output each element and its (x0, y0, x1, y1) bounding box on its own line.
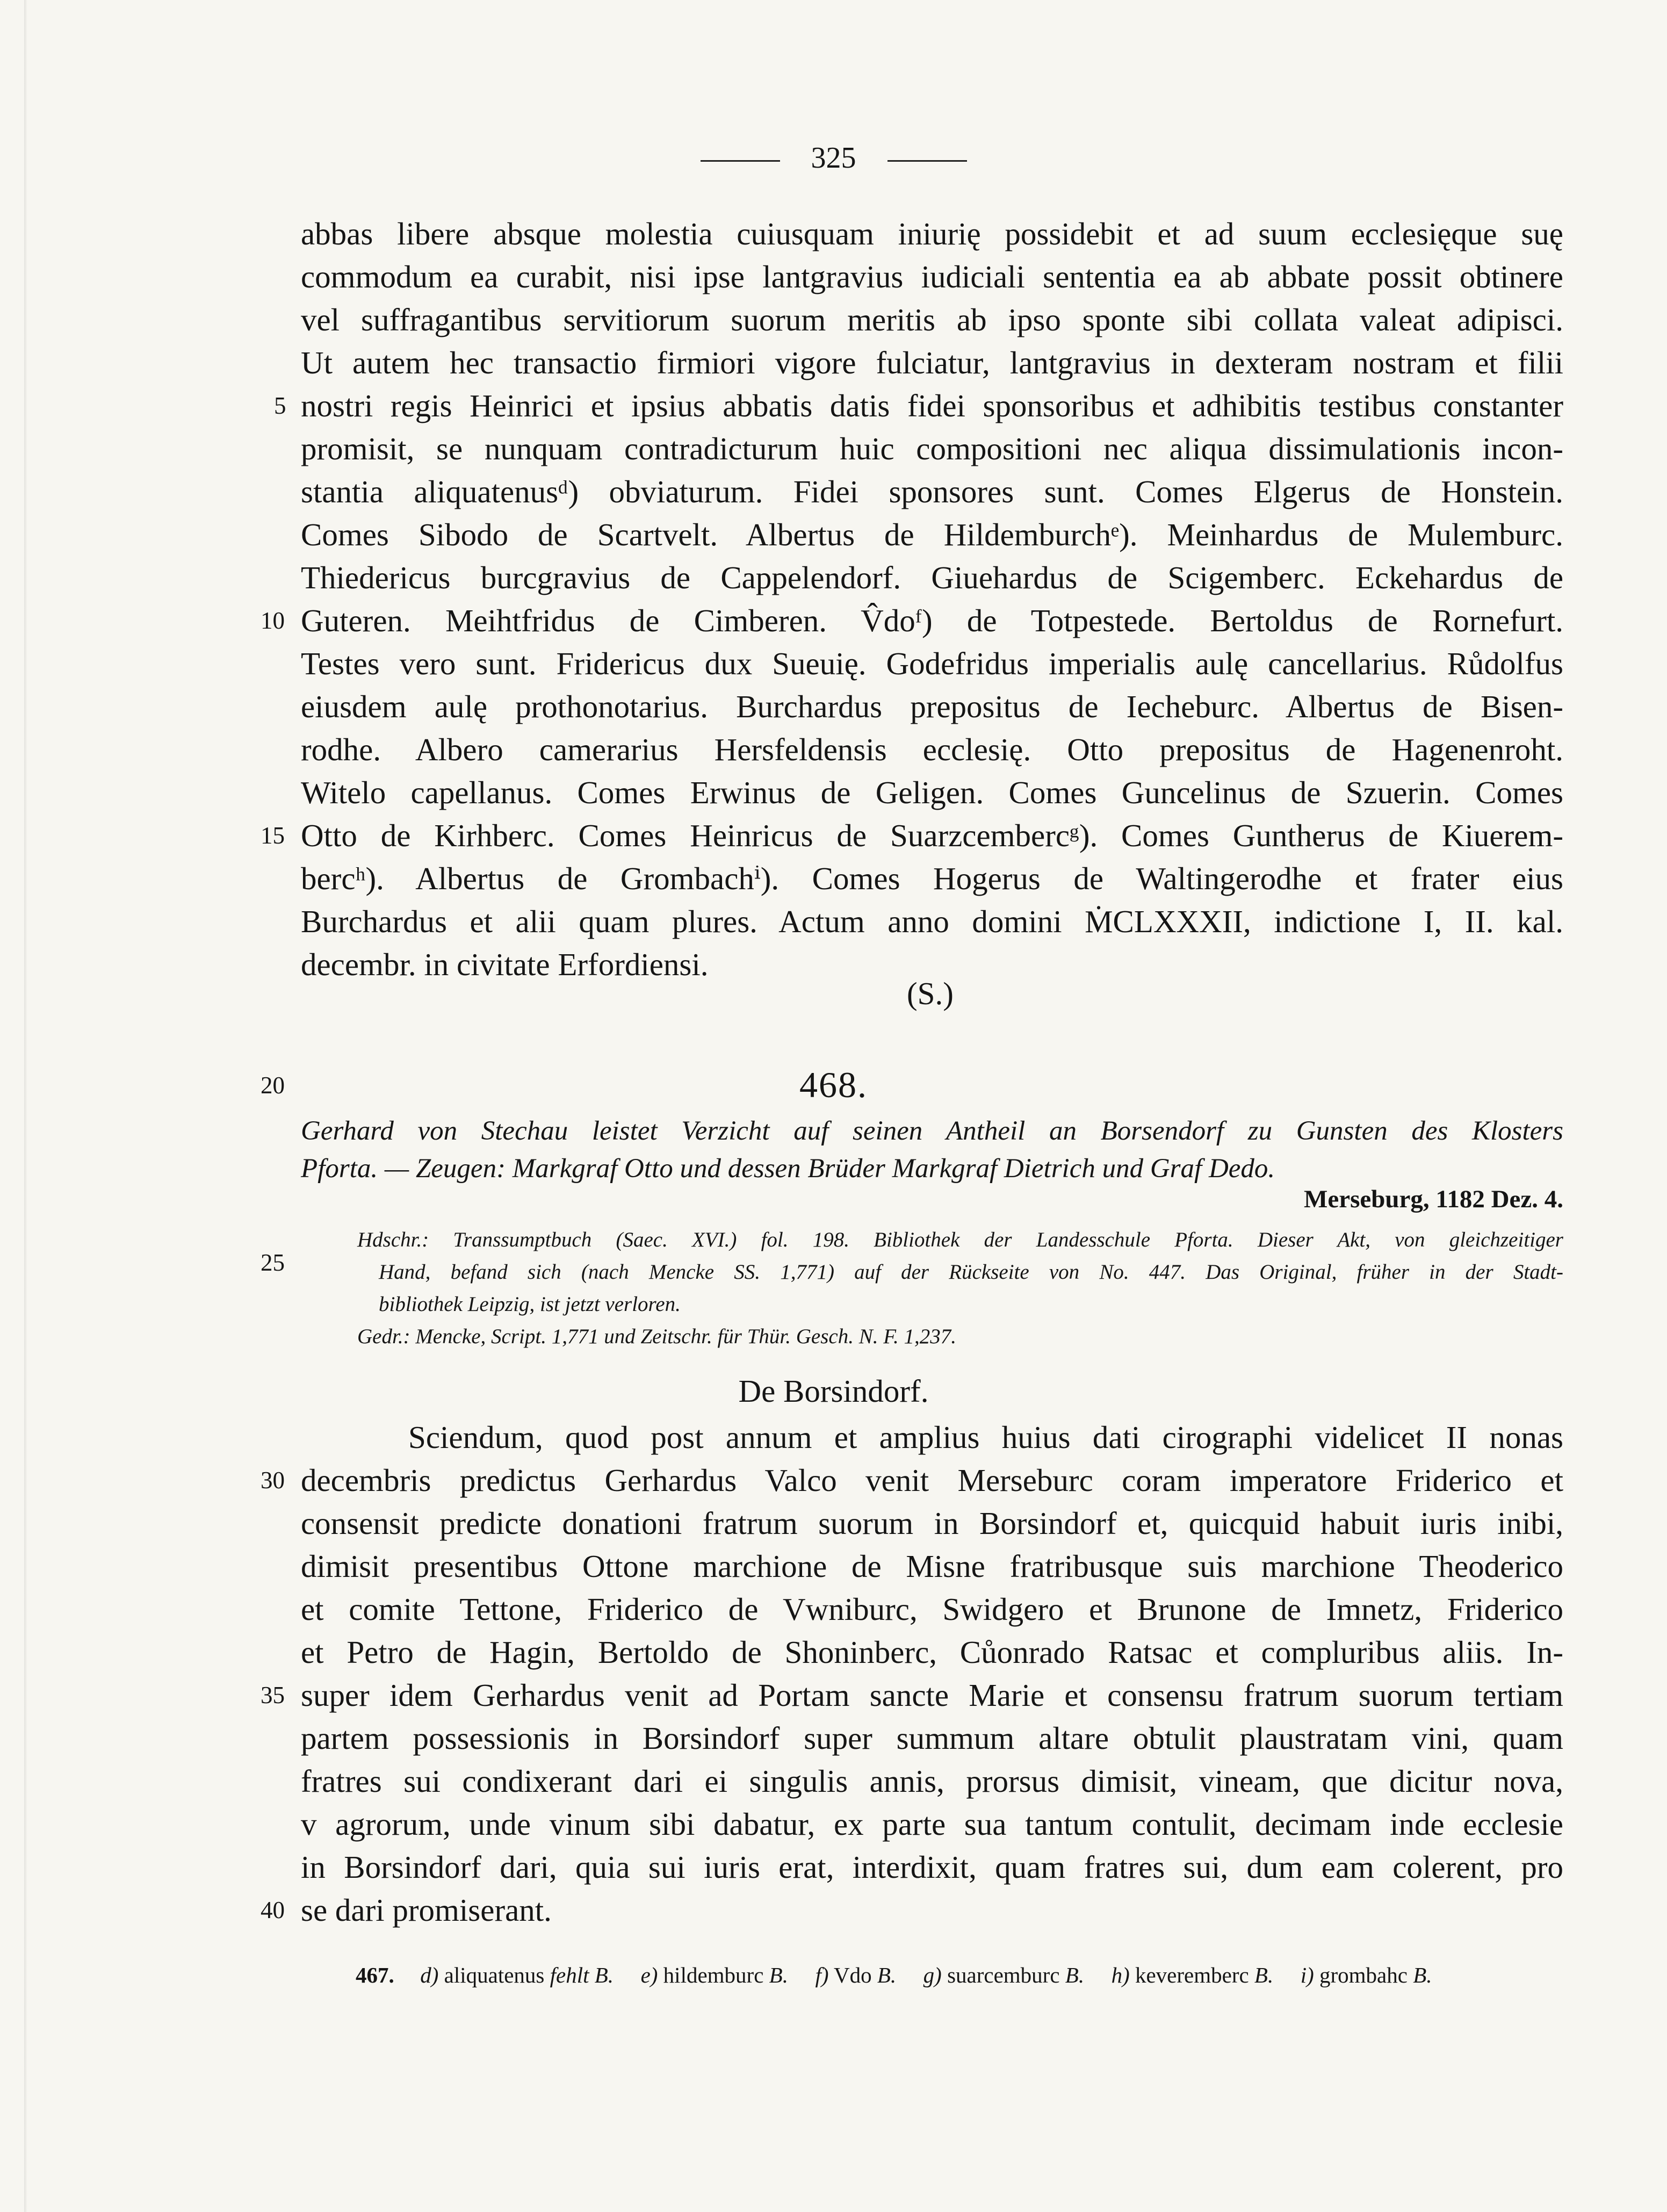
text-line: dimisit presentibus Ottone marchione de Misne fratribusque suis marchione Theoderico (301, 1548, 1563, 1584)
text-line: consensit predicte donationi fratrum suorum in Borsindorf et, quicquid habuit iuris inibi, (301, 1505, 1563, 1541)
line-number: 30 (261, 1467, 285, 1494)
line-number: 25 (261, 1249, 285, 1276)
body-line: Ut autem hec transactio firmiori vigore fulciatur, lantgravius in dexteram nostram et filii (301, 345, 1563, 380)
seal-mark: (S.) (907, 976, 954, 1011)
text-line: v agrorum, unde vinum sibi dabatur, ex parte sua tantum contulit, decimam inde ecclesie (301, 1806, 1563, 1842)
footnote-text: aliquatenus (444, 1963, 545, 1987)
text-line: decembris predictus Gerhardus Valco venit Merseburc coram imperatore Friderico et (301, 1462, 1563, 1498)
place-date-line: Merseburg, 1182 Dez. 4. (1304, 1185, 1563, 1213)
body-line: Guteren. Meihtfridus de Cimberen. V̂doᶠ) de Totpestede. Bertoldus de Rornefurt. (301, 603, 1563, 638)
footnote-text: Vdo (834, 1963, 872, 1987)
body-line: Otto de Kirhberc. Comes Heinricus de Suarzcembercᵍ). Comes Guntherus de Kiuerem- (301, 818, 1563, 853)
text-line: in Borsindorf dari, quia sui iuris erat, interdixit, quam fratres sui, dum eam colerent, pro (301, 1849, 1563, 1885)
body-line: rodhe. Albero camerarius Hersfeldensis ecclesię. Otto prepositus de Hagenenroht. (301, 732, 1563, 767)
body-line: Thiedericus burcgravius de Cappelendorf. Giuehardus de Scigemberc. Eckehardus de (301, 560, 1563, 595)
footnote-text: suarcemburc (947, 1963, 1060, 1987)
body-line: stantia aliquatenusᵈ) obviaturum. Fidei sponsores sunt. Comes Elgerus de Honstein. (301, 474, 1563, 509)
body-line: eiusdem aulę prothonotarius. Burchardus prepositus de Iecheburc. Albertus de Bisen- (301, 689, 1563, 724)
text-line: et Petro de Hagin, Bertoldo de Shoninberc, Cůonrado Ratsac et compluribus aliis. In- (301, 1634, 1563, 1670)
footnote-remark: B. (1065, 1963, 1085, 1987)
line-number: 35 (261, 1682, 285, 1709)
footnote-reference: 467. (356, 1963, 394, 1987)
text-line: Sciendum, quod post annum et amplius huius dati cirographi videlicet II nonas (408, 1420, 1563, 1455)
line-number: 15 (261, 822, 285, 849)
body-line: nostri regis Heinrici et ipsius abbatis datis fidei sponsoribus et adhibitis testibus constanter (301, 388, 1563, 423)
text-line: se dari promiserant. (301, 1892, 552, 1928)
body-line: abbas libere absque molestia cuiusquam iniurię possidebit et ad suum ecclesięque suę (301, 216, 1563, 251)
apparatus-line: Gedr.: Mencke, Script. 1,771 und Zeitschr. für Thür. Gesch. N. F. 1,237. (357, 1325, 957, 1348)
footnote-remark: B. (769, 1963, 788, 1987)
footnotes (356, 1962, 1564, 1988)
line-number: 40 (261, 1897, 285, 1923)
body-line: bercʰ). Albertus de Grombachⁱ). Comes Hogerus de Waltingerodhe et frater eius (301, 861, 1563, 896)
footnote-remark: fehlt B. (550, 1963, 614, 1987)
footnote-mark: i) (1300, 1963, 1314, 1987)
document-number: 468. (799, 1064, 868, 1105)
body-line: commodum ea curabit, nisi ipse lantgravius iudiciali sententia ea ab abbate possit obtinere (301, 259, 1563, 294)
footnote-remark: B. (877, 1963, 897, 1987)
document-summary-line: Gerhard von Stechau leistet Verzicht auf seinen Antheil an Borsendorf zu Gunsten des Klosters (301, 1116, 1563, 1146)
apparatus-line: bibliothek Leipzig, ist jetzt verloren. (379, 1293, 681, 1316)
footnote-mark: h) (1111, 1963, 1130, 1987)
footnote-mark: f) (815, 1963, 829, 1987)
text-line: fratres sui condixerant dari ei singulis annis, prorsus dimisit, vineam, que dicitur nova, (301, 1763, 1563, 1799)
text-line: partem possessionis in Borsindorf super summum altare obtulit plaustratam vini, quam (301, 1720, 1563, 1756)
body-line: Comes Sibodo de Scartvelt. Albertus de Hildemburchᵉ). Meinhardus de Mulemburc. (301, 517, 1563, 552)
body-line: Testes vero sunt. Fridericus dux Sueuię. Godefridus imperialis aulę cancellarius. Růdolfus (301, 646, 1563, 681)
line-number: 20 (261, 1072, 285, 1099)
footnote-mark: e) (640, 1963, 658, 1987)
footnote-text: grombahc (1319, 1963, 1408, 1987)
document-summary-line: Pforta. — Zeugen: Markgraf Otto und dessen Brüder Markgraf Dietrich und Graf Dedo. (301, 1154, 1275, 1184)
header-rule-left (701, 160, 780, 162)
body-line: vel suffragantibus servitiorum suorum meritis ab ipso sponte sibi collata valeat adipisci. (301, 302, 1563, 337)
body-line: Burchardus et alii quam plures. Actum anno domini ṀCLXXXII, indictione I, II. kal. (301, 904, 1563, 939)
line-number: 10 (261, 607, 285, 634)
header-rule-right (887, 160, 967, 162)
apparatus-line: Hand, befand sich (nach Mencke SS. 1,771) auf der Rückseite von No. 447. Das Original, früher in der Stadt- (379, 1260, 1563, 1284)
footnote-mark: d) (420, 1963, 439, 1987)
body-line: decembr. in civitate Erfordiensi. (301, 947, 709, 982)
line-number: 5 (274, 392, 286, 419)
footnote-text: keveremberc (1135, 1963, 1249, 1987)
page-number: 325 (811, 141, 856, 175)
body-line: promisit, se nunquam contradicturum huic compositioni nec aliqua dissimulationis incon- (301, 431, 1563, 466)
text-line: super idem Gerhardus venit ad Portam sancte Marie et consensu fratrum suorum tertiam (301, 1677, 1563, 1713)
page-header (0, 141, 1667, 175)
footnote-remark: B. (1413, 1963, 1432, 1987)
footnote-mark: g) (923, 1963, 942, 1987)
document-title: De Borsindorf. (738, 1373, 929, 1409)
footnote-remark: B. (1254, 1963, 1274, 1987)
text-line: et comite Tettone, Friderico de Vwniburc, Swidgero et Brunone de Imnetz, Friderico (301, 1591, 1563, 1627)
body-line: Witelo capellanus. Comes Erwinus de Geligen. Comes Guncelinus de Szuerin. Comes (301, 775, 1563, 810)
apparatus-line: Hdschr.: Transsumptbuch (Saec. XVI.) fol. 198. Bibliothek der Landesschule Pforta. Dieser Akt, von gleichzeitiger (357, 1228, 1563, 1251)
footnote-text: hildemburc (663, 1963, 764, 1987)
